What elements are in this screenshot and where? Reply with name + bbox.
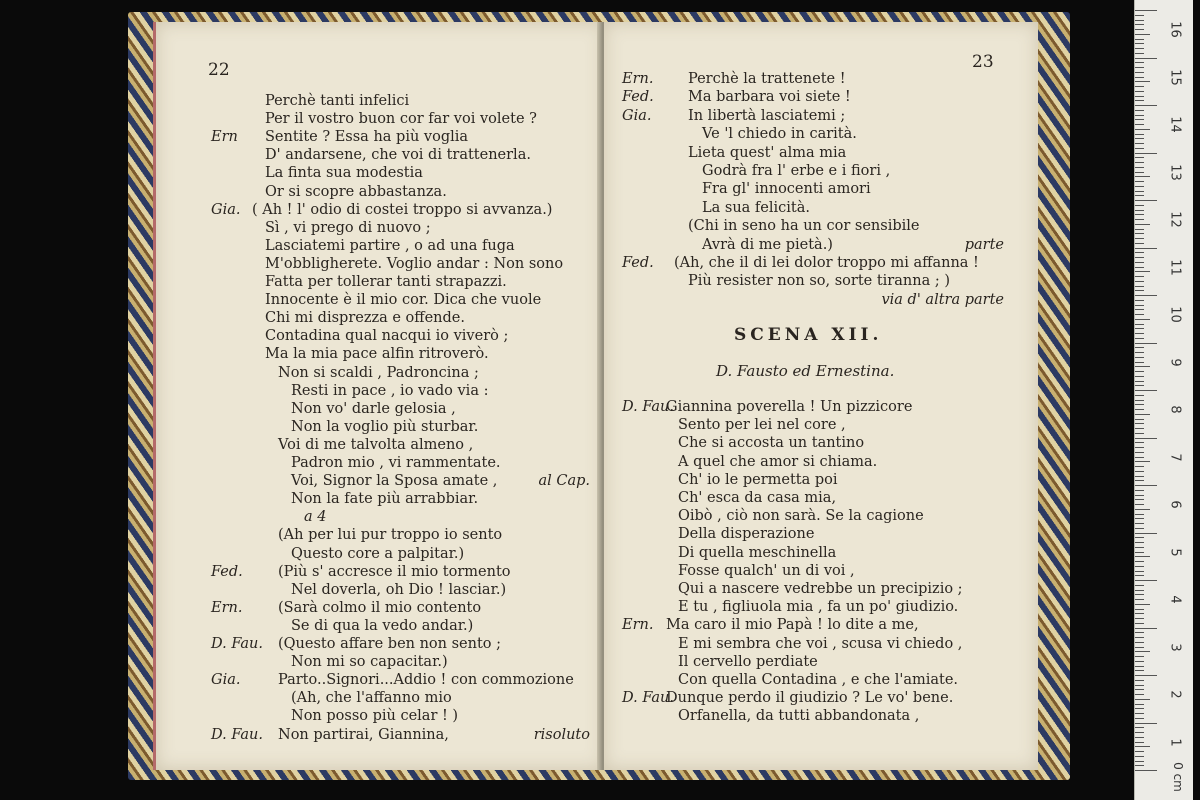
ruler-tick xyxy=(1135,708,1144,709)
ruler-tick xyxy=(1135,756,1144,757)
verse-line: (Chi in seno ha un cor sensibile xyxy=(688,218,920,235)
ruler-tick xyxy=(1135,490,1144,491)
ruler-tick xyxy=(1135,613,1144,614)
ruler-tick xyxy=(1135,590,1144,591)
speaker-label: D. Fau. xyxy=(211,726,263,743)
verse-line: Godrà fra l' erbe e i fiori , xyxy=(702,163,891,179)
verse-line: Voi di me talvolta almeno , xyxy=(278,436,474,453)
ruler-tick xyxy=(1135,309,1144,310)
ruler-tick xyxy=(1135,685,1144,686)
ruler-tick xyxy=(1135,718,1144,719)
ruler-tick xyxy=(1135,704,1144,705)
ruler-tick xyxy=(1135,39,1144,40)
ruler-tick xyxy=(1135,523,1144,524)
ruler-tick xyxy=(1135,561,1144,562)
verse-line: Fra gl' innocenti amori xyxy=(702,181,871,198)
ruler-number: 13 xyxy=(1167,163,1183,181)
ruler-tick xyxy=(1135,281,1144,282)
ruler-tick xyxy=(1135,262,1144,263)
verse-line: Sì , vi prego di nuovo ; xyxy=(265,219,431,236)
ruler-tick xyxy=(1135,438,1157,439)
ruler-tick xyxy=(1135,518,1144,519)
ruler-tick xyxy=(1135,314,1144,315)
verse-line: Ve 'l chiedo in carità. xyxy=(702,126,857,143)
verse-line: A quel che amor si chiama. xyxy=(678,453,878,470)
ruler-tick xyxy=(1135,457,1144,458)
ruler-tick xyxy=(1135,276,1144,277)
speaker-label: Fed. xyxy=(622,89,654,106)
ruler-tick xyxy=(1135,229,1144,230)
page-number-right: 23 xyxy=(972,52,994,72)
ruler-tick xyxy=(1135,732,1144,733)
verse-line: Di quella meschinella xyxy=(678,544,837,561)
ruler-tick xyxy=(1135,594,1144,595)
ruler-tick xyxy=(1135,385,1144,386)
verse-line: (Sarà colmo il mio contento xyxy=(278,599,482,616)
ruler-tick xyxy=(1135,609,1144,610)
ruler-tick xyxy=(1135,357,1144,358)
verse-line: Avrà di me pietà.) xyxy=(702,236,833,253)
stage-direction: parte xyxy=(964,236,1004,253)
ruler-tick xyxy=(1135,153,1157,154)
ruler-tick xyxy=(1135,651,1150,652)
verse-line: Ch' io le permetta poi xyxy=(678,471,838,488)
ruler-number: 16 xyxy=(1167,21,1183,38)
ruler-tick xyxy=(1135,176,1150,177)
ruler-tick xyxy=(1135,62,1144,63)
ruler-tick xyxy=(1135,476,1144,477)
ruler-tick xyxy=(1135,461,1150,462)
verse-line: Sento per lei nel core , xyxy=(678,417,846,434)
ruler-tick xyxy=(1135,243,1144,244)
ruler-number: 7 xyxy=(1167,452,1183,462)
verse-line: (Ah per lui pur troppo io sento xyxy=(278,527,503,544)
stage-direction: risoluto xyxy=(533,726,590,743)
ruler-number: 11 xyxy=(1167,258,1183,276)
left-page xyxy=(153,22,604,770)
verse-line: Perchè tanti infelici xyxy=(265,93,410,109)
ruler-tick xyxy=(1135,404,1144,405)
verse-line: Qui a nascere vedrebbe un precipizio ; xyxy=(678,581,963,597)
ruler-tick xyxy=(1135,29,1144,30)
verse-line: Lieta quest' alma mia xyxy=(688,144,847,161)
ruler-tick xyxy=(1135,495,1144,496)
verse-line: Or si scopre abbastanza. xyxy=(265,183,447,200)
ruler-tick xyxy=(1135,115,1144,116)
right-page xyxy=(604,22,1038,770)
verse-line: (Ah, che il di lei dolor troppo mi affanna ! xyxy=(674,255,979,271)
verse-line: Giannina poverella ! Un pizzicore xyxy=(666,399,913,415)
ruler-tick xyxy=(1135,77,1144,78)
ruler-tick xyxy=(1135,148,1144,149)
ruler-tick xyxy=(1135,751,1144,752)
stage-direction: al Cap. xyxy=(538,473,590,490)
verse-line: Fosse qualch' un di voi , xyxy=(678,562,855,579)
verse-line: (Ah, che l'affanno mio xyxy=(291,690,452,707)
ruler-tick xyxy=(1135,575,1144,576)
verse-line: Non vo' darle gelosia , xyxy=(291,400,456,417)
ruler-tick xyxy=(1135,623,1144,624)
verse-line: La sua felicità. xyxy=(702,199,810,216)
ruler-tick xyxy=(1135,675,1157,676)
ruler-tick xyxy=(1135,24,1144,25)
ruler-tick xyxy=(1135,91,1144,92)
verse-line: M'obbligherete. Voglio andar : Non sono xyxy=(265,255,564,272)
ruler-tick xyxy=(1135,419,1144,420)
speaker-label: Fed. xyxy=(622,255,654,271)
ruler-number: 1 xyxy=(1167,737,1183,747)
ruler-tick xyxy=(1135,400,1144,401)
verse-line: Non la voglio più sturbar. xyxy=(291,418,479,435)
ruler-tick xyxy=(1135,290,1144,291)
ruler-tick xyxy=(1135,319,1150,320)
verse-line: E tu , figliuola mia , fa un po' giudizio. xyxy=(678,599,959,616)
page-number-left: 22 xyxy=(208,60,230,80)
speaker-label: D. Fau. xyxy=(211,636,263,652)
ruler-tick xyxy=(1135,533,1157,534)
verse-line: Se di qua la vedo andar.) xyxy=(291,617,474,634)
ruler-tick xyxy=(1135,186,1144,187)
ruler-tick xyxy=(1135,352,1144,353)
ruler-tick xyxy=(1135,224,1150,225)
ruler-tick xyxy=(1135,347,1144,348)
ruler-tick xyxy=(1135,552,1144,553)
ruler-tick xyxy=(1135,238,1144,239)
verse-line: Non si scaldi , Padroncina ; xyxy=(278,364,479,381)
ruler-tick xyxy=(1135,770,1157,771)
ruler-tick xyxy=(1135,43,1144,44)
ruler-tick xyxy=(1135,632,1144,633)
ruler-tick xyxy=(1135,761,1144,762)
verse-line: Perchè la trattenete ! xyxy=(688,71,846,87)
verse-line: (Questo affare ben non sento ; xyxy=(278,636,502,652)
verse-line: Non la fate più arrabbiar. xyxy=(291,491,479,508)
speaker-label: Ern. xyxy=(622,71,654,87)
ruler-tick xyxy=(1135,661,1144,662)
verse-line: La finta sua modestia xyxy=(265,165,423,182)
speaker-label: Ern. xyxy=(622,617,654,634)
ruler-tick xyxy=(1135,143,1144,144)
ruler-tick xyxy=(1135,637,1144,638)
ruler-tick xyxy=(1135,423,1144,424)
ruler-tick xyxy=(1135,15,1144,16)
ruler-tick xyxy=(1135,699,1150,700)
verse-line: Resti in pace , io vado via : xyxy=(291,382,489,399)
ruler-number: 8 xyxy=(1167,405,1183,414)
ruler-tick xyxy=(1135,381,1144,382)
ruler-tick xyxy=(1135,195,1144,196)
verse-line: Padron mio , vi rammentate. xyxy=(291,455,501,471)
ruler-tick xyxy=(1135,504,1144,505)
ruler-tick xyxy=(1135,67,1144,68)
ruler-number: 9 xyxy=(1167,357,1183,367)
verse-line: Non posso più celar ! ) xyxy=(291,708,459,725)
verse-line: Ch' esca da casa mia, xyxy=(678,490,837,506)
ruler-tick xyxy=(1135,129,1150,130)
verse-line: In libertà lasciatemi ; xyxy=(688,107,846,124)
speaker-label: Gia. xyxy=(211,201,241,218)
ruler-tick xyxy=(1135,72,1144,73)
verse-line: Innocente è il mio cor. Dica che vuole xyxy=(265,292,542,309)
verse-line: ( Ah ! l' odio di costei troppo si avvanza.) xyxy=(252,201,553,218)
verse-line: Ma la mia pace alfin ritroverò. xyxy=(265,346,489,363)
ruler-number: 6 xyxy=(1167,500,1183,509)
ruler-tick xyxy=(1135,58,1157,59)
ruler-tick xyxy=(1135,680,1144,681)
ruler-tick xyxy=(1135,509,1150,510)
ruler-tick xyxy=(1135,485,1157,486)
ruler-tick xyxy=(1135,414,1150,415)
verse-line: Che si accosta un tantino xyxy=(678,435,865,452)
verse-line: Sentite ? Essa ha più voglia xyxy=(265,129,469,146)
verse-line: Parto..Signori...Addio ! con commozione xyxy=(278,672,574,689)
ruler-tick xyxy=(1135,604,1150,605)
ruler-tick xyxy=(1135,286,1144,287)
ruler-tick xyxy=(1135,138,1144,139)
ruler-tick xyxy=(1135,181,1144,182)
ruler-tick xyxy=(1135,300,1144,301)
ruler-tick xyxy=(1135,471,1144,472)
ruler-tick xyxy=(1135,338,1144,339)
ruler-tick xyxy=(1135,53,1144,54)
verse-line: Il cervello perdiate xyxy=(678,653,818,670)
speaker-label: Fed. xyxy=(211,563,243,580)
ruler-tick xyxy=(1135,100,1144,101)
ruler-tick xyxy=(1135,86,1144,87)
ruler-tick xyxy=(1135,618,1144,619)
speaker-label: Ern xyxy=(211,129,238,146)
verse-line: E mi sembra che voi , scusa vi chiedo , xyxy=(678,635,963,652)
verse-line: Ma caro il mio Papà ! lo dite a me, xyxy=(666,617,919,634)
ruler-tick xyxy=(1135,542,1144,543)
ruler-tick xyxy=(1135,157,1144,158)
verse-line: Della disperazione xyxy=(678,526,815,543)
ruler-tick xyxy=(1135,642,1144,643)
ruler-tick xyxy=(1135,742,1144,743)
ruler-tick xyxy=(1135,119,1144,120)
ruler-tick xyxy=(1135,571,1144,572)
ruler-tick xyxy=(1135,737,1144,738)
ruler-tick xyxy=(1135,96,1144,97)
ruler-tick xyxy=(1135,271,1150,272)
scene-characters: D. Fausto ed Ernestina. xyxy=(716,362,895,380)
stage-direction: via d' altra parte xyxy=(881,291,1004,308)
verse-line: Chi mi disprezza e offende. xyxy=(265,310,465,327)
ruler-tick xyxy=(1135,81,1150,82)
ruler-tick xyxy=(1135,585,1144,586)
ruler-tick xyxy=(1135,295,1157,296)
ruler-tick xyxy=(1135,447,1144,448)
ruler-tick xyxy=(1135,514,1144,515)
verse-line: Più resister non so, sorte tiranna ; ) xyxy=(688,273,950,290)
ruler-number: 5 xyxy=(1167,547,1183,557)
ruler-tick xyxy=(1135,343,1157,344)
ruler-tick xyxy=(1135,566,1144,567)
ruler-tick xyxy=(1135,248,1157,249)
verse-line: Lasciatemi partire , o ad una fuga xyxy=(265,237,515,254)
verse-line: Nel doverla, oh Dio ! lasciar.) xyxy=(291,581,507,598)
ruler-tick xyxy=(1135,376,1144,377)
speaker-label: D. Fau. xyxy=(622,690,674,707)
ruler-tick xyxy=(1135,466,1144,467)
verse-line: Con quella Contadina , e che l'amiate. xyxy=(678,672,959,688)
ruler-number: 4 xyxy=(1167,595,1183,604)
verse-line: Non partirai, Giannina, xyxy=(278,726,449,743)
ruler-tick xyxy=(1135,580,1157,581)
ruler-tick xyxy=(1135,647,1144,648)
ruler-tick xyxy=(1135,428,1144,429)
ruler-tick xyxy=(1135,124,1144,125)
verse-line: Oibò , ciò non sarà. Se la cagione xyxy=(678,508,924,525)
ruler-tick xyxy=(1135,210,1144,211)
ruler-tick xyxy=(1135,324,1144,325)
ruler-tick xyxy=(1135,105,1157,106)
ruler-tick xyxy=(1135,656,1144,657)
ruler-tick xyxy=(1135,556,1150,557)
speaker-label: Gia. xyxy=(622,107,652,124)
verse-line: (Più s' accresce il mio tormento xyxy=(278,563,511,580)
ruler-tick xyxy=(1135,20,1144,21)
ruler-tick xyxy=(1135,366,1150,367)
verse-line: Per il vostro buon cor far voi volete ? xyxy=(265,111,537,128)
ruler-tick xyxy=(1135,233,1144,234)
ruler-tick xyxy=(1135,205,1144,206)
ruler-tick xyxy=(1135,499,1144,500)
ruler-tick xyxy=(1135,267,1144,268)
ruler-tick xyxy=(1135,110,1144,111)
ruler-tick xyxy=(1135,395,1144,396)
ruler-tick xyxy=(1135,48,1144,49)
ruler-number: 14 xyxy=(1167,116,1183,133)
ruler-tick xyxy=(1135,547,1144,548)
ruler-tick xyxy=(1135,433,1144,434)
ruler-tick xyxy=(1135,328,1144,329)
ruler-tick xyxy=(1135,765,1144,766)
ruler-tick xyxy=(1135,200,1157,201)
ruler-tick xyxy=(1135,252,1144,253)
ruler-tick xyxy=(1135,689,1144,690)
ruler-number: 3 xyxy=(1167,642,1183,652)
verse-line: Dunque perdo il giudizio ? Le vo' bene. xyxy=(666,690,954,707)
ruler-tick xyxy=(1135,305,1144,306)
verse-line: Ma barbara voi siete ! xyxy=(688,89,851,106)
speaker-label: Ern. xyxy=(211,599,243,616)
ruler-tick xyxy=(1135,371,1144,372)
ruler-tick xyxy=(1135,362,1144,363)
verse-line: a 4 xyxy=(304,509,327,526)
ruler-tick xyxy=(1135,34,1150,35)
ruler-tick xyxy=(1135,219,1144,220)
ruler-number: 12 xyxy=(1167,211,1183,228)
ruler-tick xyxy=(1135,452,1144,453)
ruler-tick xyxy=(1135,713,1144,714)
verse-line: Fatta per tollerar tanti strapazzi. xyxy=(265,274,507,290)
ruler-tick xyxy=(1135,666,1144,667)
ruler-tick xyxy=(1135,214,1144,215)
ruler-tick xyxy=(1135,390,1157,391)
ruler-unit: 0 cm xyxy=(1170,762,1185,792)
ruler-tick xyxy=(1135,134,1144,135)
ruler-tick xyxy=(1135,10,1157,11)
ruler-tick xyxy=(1135,628,1157,629)
ruler-tick xyxy=(1135,167,1144,168)
measuring-ruler xyxy=(1134,0,1193,800)
verse-line: Orfanella, da tutti abbandonata , xyxy=(678,708,920,725)
ruler-tick xyxy=(1135,599,1144,600)
speaker-label: D. Fau. xyxy=(622,399,674,415)
verse-line: Voi, Signor la Sposa amate , xyxy=(291,473,498,490)
ruler-tick xyxy=(1135,257,1144,258)
ruler-tick xyxy=(1135,172,1144,173)
ruler-tick xyxy=(1135,442,1144,443)
ruler-tick xyxy=(1135,694,1144,695)
scene-title: SCENA XII. xyxy=(734,325,883,345)
speaker-label: Gia. xyxy=(211,672,241,689)
ruler-tick xyxy=(1135,480,1144,481)
ruler-tick xyxy=(1135,670,1144,671)
ruler-tick xyxy=(1135,727,1144,728)
ruler-tick xyxy=(1135,333,1144,334)
ruler-tick xyxy=(1135,528,1144,529)
verse-line: Questo core a palpitar.) xyxy=(291,545,465,562)
ruler-tick xyxy=(1135,191,1144,192)
ruler-tick xyxy=(1135,537,1144,538)
verse-line: Non mi so capacitar.) xyxy=(291,654,448,671)
ruler-tick xyxy=(1135,723,1157,724)
verse-line: D' andarsene, che voi di trattenerla. xyxy=(265,147,531,164)
ruler-number: 2 xyxy=(1167,690,1183,699)
ruler-tick xyxy=(1135,162,1144,163)
verse-line: Contadina qual nacqui io viverò ; xyxy=(265,328,509,345)
ruler-tick xyxy=(1135,409,1144,410)
ruler-number: 15 xyxy=(1167,68,1183,86)
ruler-tick xyxy=(1135,746,1150,747)
ruler-number: 10 xyxy=(1167,306,1183,323)
